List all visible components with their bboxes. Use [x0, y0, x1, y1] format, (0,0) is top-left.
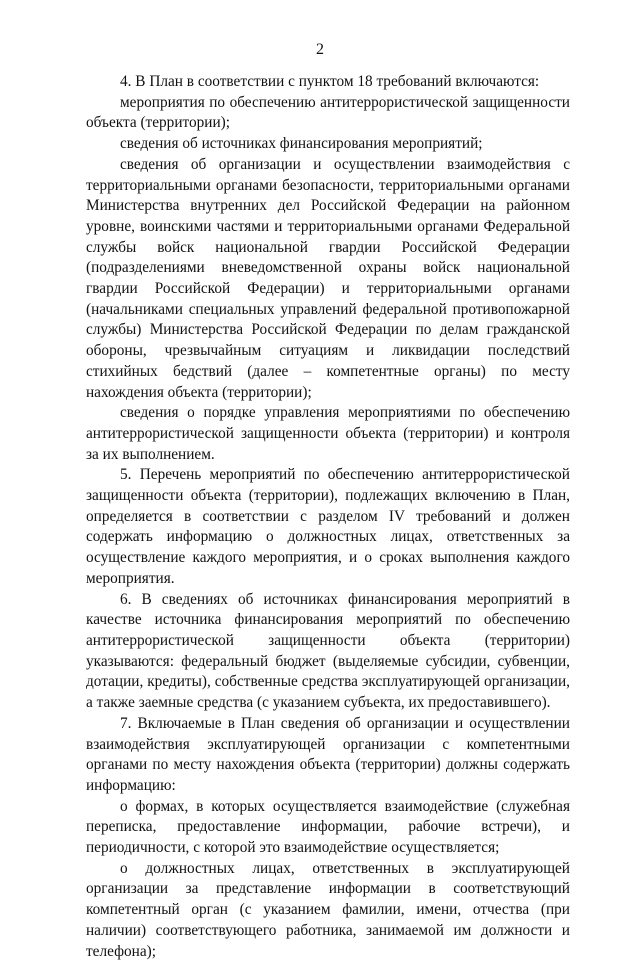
- paragraph-item-6: 6. В сведениях об источниках финансирования мероприятий в качестве источника финансирования мероприятий по обеспечению антитеррористической защищенности объекта (территории) указываются: федеральный бюджет (выделяемые субсидии, субвенции, дотации, кредиты), собственные средства эксплуатирующей организации, а также заемные средства (с указанием субъекта, их предоставившего).: [86, 590, 570, 712]
- paragraph-responsible-officials: о должностных лицах, ответственных в эксплуатирующей организации за представление информации в соответствующий компетентный орган (с указанием фамилии, имени, отчества (при наличии) соответствующего работника, занимаемой им должности и телефона);: [86, 859, 570, 960]
- paragraph-interaction-info: сведения об организации и осуществлении взаимодействия с территориальными органами безопасности, территориальными органами Министерства внутренних дел Российской Федерации на районном уровне, воинскими частями и территориальными органами Федеральной службы войск национальной гвардии Российской Федерации (подразделениями вневедомственной охраны войск национальной гвардии Российской Федерации) и территориальными органами (начальниками специальных управлений федеральной противопожарной службы) Министерства Российской Федерации по делам гражданской обороны, чрезвычайным ситуациям и ликвидации последствий стихийных бедствий (далее – компетентные органы) по месту нахождения объекта (территории);: [86, 155, 570, 401]
- document-body: [86, 72, 570, 962]
- paragraph-measures: мероприятия по обеспечению антитеррористической защищенности объекта (территории);: [86, 93, 570, 132]
- paragraph-item-4-intro: 4. В План в соответствии с пунктом 18 требований включаются:: [120, 73, 540, 90]
- paragraph-financing-sources: сведения об источниках финансирования мероприятий;: [120, 135, 483, 153]
- paragraph-item-5: 5. Перечень мероприятий по обеспечению антитеррористической защищенности объекта (территории), подлежащих включению в План, определяется в соответствии с разделом IV требований и должен содержать информацию о должностных лицах, ответственных за осуществление каждого мероприятия, и о сроках выполнения каждого мероприятия.: [86, 466, 570, 587]
- paragraph-item-7: 7. Включаемые в План сведения об организации и осуществлении взаимодействия эксплуатирующей организации с компетентными органами по месту нахождения объекта (территории) должны содержать информацию:: [86, 714, 570, 794]
- paragraph-interaction-forms: о формах, в которых осуществляется взаимодействие (служебная переписка, предоставление информации, рабочие встречи), и периодичности, с которой это взаимодействие осуществляется;: [86, 797, 570, 857]
- page-number: 2: [316, 41, 324, 58]
- paragraph-management-order: сведения о порядке управления мероприятиями по обеспечению антитеррористической защищенности объекта (территории) и контроля за их выполнением.: [86, 404, 570, 463]
